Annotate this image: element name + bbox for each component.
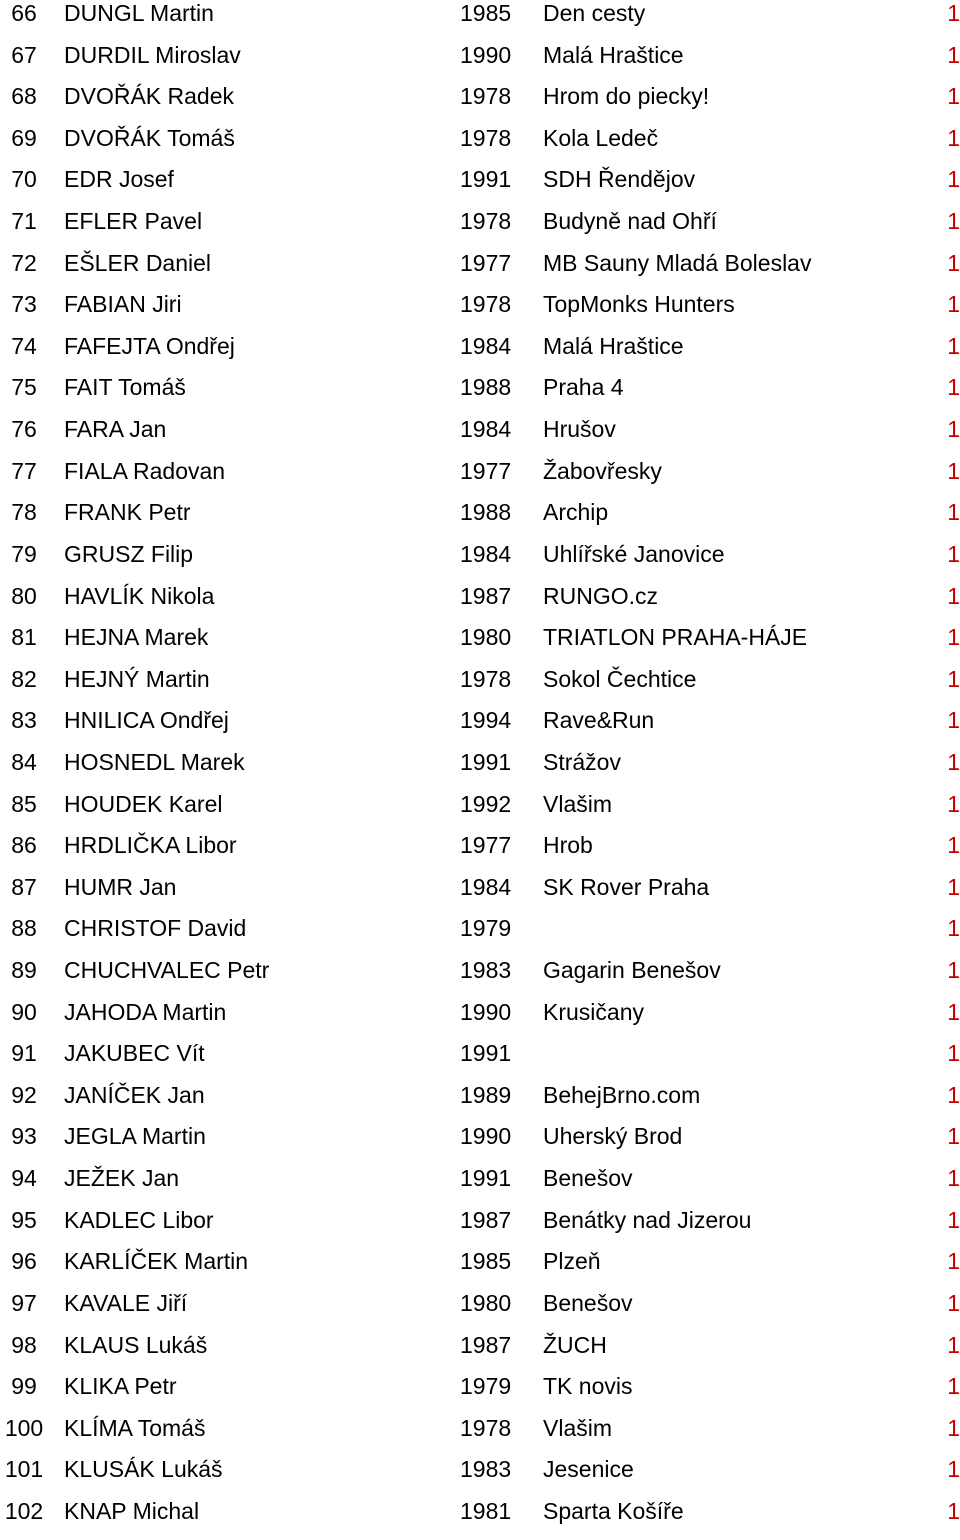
table-row bbox=[0, 374, 960, 416]
club-cell: TRIATLON PRAHA-HÁJE bbox=[543, 624, 808, 651]
club-cell: Budyně nad Ohří bbox=[543, 208, 717, 235]
year-cell: 1984 bbox=[460, 416, 512, 443]
rank-cell: 97 bbox=[11, 1289, 37, 1316]
table-row bbox=[0, 1248, 960, 1290]
table-row bbox=[0, 458, 960, 500]
table-row bbox=[0, 1040, 960, 1082]
laps-cell: 1 bbox=[947, 1373, 960, 1400]
table-row bbox=[0, 999, 960, 1041]
laps-cell: 1 bbox=[947, 873, 960, 900]
name-cell: DURDIL Miroslav bbox=[64, 41, 241, 68]
club-cell: TopMonks Hunters bbox=[543, 291, 735, 318]
year-cell: 1983 bbox=[460, 1456, 512, 1483]
table-row bbox=[0, 333, 960, 375]
name-cell: KARLÍČEK Martin bbox=[64, 1248, 249, 1275]
club-cell: Vlašim bbox=[543, 790, 613, 817]
table-row bbox=[0, 832, 960, 874]
year-cell: 1985 bbox=[460, 1248, 512, 1275]
laps-cell: 1 bbox=[947, 665, 960, 692]
laps-cell: 1 bbox=[947, 540, 960, 567]
year-cell: 1977 bbox=[460, 457, 512, 484]
laps-cell: 1 bbox=[947, 1165, 960, 1192]
name-cell: KAVALE Jiří bbox=[64, 1289, 188, 1316]
club-cell: SDH Řendějov bbox=[543, 166, 696, 193]
rank-cell: 70 bbox=[11, 166, 37, 193]
laps-cell: 1 bbox=[947, 249, 960, 276]
club-cell: RUNGO.cz bbox=[543, 582, 658, 609]
laps-cell: 1 bbox=[947, 41, 960, 68]
club-cell: Hrušov bbox=[543, 416, 616, 443]
year-cell: 1981 bbox=[460, 1497, 512, 1524]
name-cell: KADLEC Libor bbox=[64, 1206, 214, 1233]
year-cell: 1983 bbox=[460, 957, 512, 984]
name-cell: KLÍMA Tomáš bbox=[64, 1414, 206, 1441]
table-row bbox=[0, 1415, 960, 1457]
laps-cell: 1 bbox=[947, 416, 960, 443]
rank-cell: 83 bbox=[11, 707, 37, 734]
name-cell: JANÍČEK Jan bbox=[64, 1081, 205, 1108]
table-row bbox=[0, 874, 960, 916]
year-cell: 1979 bbox=[460, 915, 512, 942]
name-cell: CHRISTOF David bbox=[64, 915, 247, 942]
laps-cell: 1 bbox=[947, 1497, 960, 1524]
club-cell: Jesenice bbox=[543, 1456, 634, 1483]
rank-cell: 88 bbox=[11, 915, 37, 942]
rank-cell: 80 bbox=[11, 582, 37, 609]
year-cell: 1988 bbox=[460, 374, 512, 401]
rank-cell: 96 bbox=[11, 1248, 37, 1275]
laps-cell: 1 bbox=[947, 1206, 960, 1233]
name-cell: EDR Josef bbox=[64, 166, 174, 193]
name-cell: KLAUS Lukáš bbox=[64, 1331, 208, 1358]
club-cell: Benešov bbox=[543, 1289, 633, 1316]
laps-cell: 1 bbox=[947, 374, 960, 401]
year-cell: 1985 bbox=[460, 0, 512, 26]
club-cell: Archip bbox=[543, 499, 609, 526]
name-cell: EŠLER Daniel bbox=[64, 249, 212, 276]
laps-cell: 1 bbox=[947, 790, 960, 817]
name-cell: FRANK Petr bbox=[64, 499, 191, 526]
name-cell: JAHODA Martin bbox=[64, 998, 227, 1025]
club-cell: Žabovřesky bbox=[543, 457, 662, 484]
club-cell: Den cesty bbox=[543, 0, 646, 26]
club-cell: TK novis bbox=[543, 1373, 633, 1400]
club-cell: Sparta Košíře bbox=[543, 1497, 684, 1524]
table-row bbox=[0, 1165, 960, 1207]
club-cell: MB Sauny Mladá Boleslav bbox=[543, 249, 812, 276]
rank-cell: 91 bbox=[11, 1040, 37, 1067]
name-cell: HOSNEDL Marek bbox=[64, 748, 245, 775]
year-cell: 1991 bbox=[460, 1165, 512, 1192]
table-row bbox=[0, 1456, 960, 1498]
table-row bbox=[0, 499, 960, 541]
rank-cell: 78 bbox=[11, 499, 37, 526]
laps-cell: 1 bbox=[947, 1456, 960, 1483]
table-row bbox=[0, 416, 960, 458]
laps-cell: 1 bbox=[947, 957, 960, 984]
year-cell: 1978 bbox=[460, 124, 512, 151]
year-cell: 1987 bbox=[460, 582, 512, 609]
rank-cell: 66 bbox=[11, 0, 37, 26]
club-cell: Kola Ledeč bbox=[543, 124, 659, 151]
rank-cell: 69 bbox=[11, 124, 37, 151]
name-cell: DUNGL Martin bbox=[64, 0, 214, 26]
table-row bbox=[0, 42, 960, 84]
table-row bbox=[0, 250, 960, 292]
name-cell: HEJNA Marek bbox=[64, 624, 209, 651]
year-cell: 1978 bbox=[460, 208, 512, 235]
year-cell: 1984 bbox=[460, 332, 512, 359]
name-cell: KLUSÁK Lukáš bbox=[64, 1456, 223, 1483]
name-cell: DVOŘÁK Tomáš bbox=[64, 124, 235, 151]
table-row bbox=[0, 125, 960, 167]
laps-cell: 1 bbox=[947, 1289, 960, 1316]
club-cell: Malá Hraštice bbox=[543, 332, 684, 359]
year-cell: 1991 bbox=[460, 1040, 512, 1067]
rank-cell: 99 bbox=[11, 1373, 37, 1400]
year-cell: 1978 bbox=[460, 83, 512, 110]
rank-cell: 86 bbox=[11, 832, 37, 859]
laps-cell: 1 bbox=[947, 998, 960, 1025]
year-cell: 1994 bbox=[460, 707, 512, 734]
club-cell: Hrob bbox=[543, 832, 593, 859]
laps-cell: 1 bbox=[947, 124, 960, 151]
laps-cell: 1 bbox=[947, 707, 960, 734]
table-row bbox=[0, 583, 960, 625]
year-cell: 1978 bbox=[460, 665, 512, 692]
name-cell: CHUCHVALEC Petr bbox=[64, 957, 270, 984]
laps-cell: 1 bbox=[947, 457, 960, 484]
laps-cell: 1 bbox=[947, 915, 960, 942]
table-row bbox=[0, 957, 960, 999]
laps-cell: 1 bbox=[947, 1414, 960, 1441]
laps-cell: 1 bbox=[947, 748, 960, 775]
table-row bbox=[0, 749, 960, 791]
rank-cell: 98 bbox=[11, 1331, 37, 1358]
name-cell: FAIT Tomáš bbox=[64, 374, 186, 401]
name-cell: JEŽEK Jan bbox=[64, 1165, 180, 1192]
rank-cell: 77 bbox=[11, 457, 37, 484]
laps-cell: 1 bbox=[947, 624, 960, 651]
laps-cell: 1 bbox=[947, 291, 960, 318]
club-cell: ŽUCH bbox=[543, 1331, 607, 1358]
year-cell: 1978 bbox=[460, 1414, 512, 1441]
year-cell: 1987 bbox=[460, 1206, 512, 1233]
rank-cell: 79 bbox=[11, 540, 37, 567]
table-row bbox=[0, 166, 960, 208]
table-row bbox=[0, 208, 960, 250]
club-cell: SK Rover Praha bbox=[543, 873, 710, 900]
rank-cell: 82 bbox=[11, 665, 37, 692]
name-cell: EFLER Pavel bbox=[64, 208, 203, 235]
laps-cell: 1 bbox=[947, 499, 960, 526]
laps-cell: 1 bbox=[947, 1040, 960, 1067]
table-row bbox=[0, 791, 960, 833]
rank-cell: 73 bbox=[11, 291, 37, 318]
club-cell bbox=[543, 915, 928, 957]
rank-cell: 75 bbox=[11, 374, 37, 401]
name-cell: KLIKA Petr bbox=[64, 1373, 177, 1400]
club-cell: Rave&Run bbox=[543, 707, 655, 734]
name-cell: FABIAN Jiri bbox=[64, 291, 182, 318]
name-cell: HOUDEK Karel bbox=[64, 790, 223, 817]
year-cell: 1992 bbox=[460, 790, 512, 817]
rank-cell: 95 bbox=[11, 1206, 37, 1233]
year-cell: 1979 bbox=[460, 1373, 512, 1400]
club-cell: Vlašim bbox=[543, 1414, 613, 1441]
table-row bbox=[0, 1082, 960, 1124]
table-row bbox=[0, 1498, 960, 1540]
table-row bbox=[0, 1373, 960, 1415]
rank-cell: 90 bbox=[11, 998, 37, 1025]
laps-cell: 1 bbox=[947, 582, 960, 609]
name-cell: JEGLA Martin bbox=[64, 1123, 206, 1150]
rank-cell: 72 bbox=[11, 249, 37, 276]
club-cell: Plzeň bbox=[543, 1248, 601, 1275]
table-row bbox=[0, 291, 960, 333]
laps-cell: 1 bbox=[947, 166, 960, 193]
club-cell: Praha 4 bbox=[543, 374, 624, 401]
name-cell: GRUSZ Filip bbox=[64, 540, 194, 567]
club-cell: Benátky nad Jizerou bbox=[543, 1206, 752, 1233]
laps-cell: 1 bbox=[947, 1331, 960, 1358]
year-cell: 1984 bbox=[460, 540, 512, 567]
laps-cell: 1 bbox=[947, 208, 960, 235]
table-row bbox=[0, 915, 960, 957]
rank-cell: 94 bbox=[11, 1165, 37, 1192]
name-cell: FAFEJTA Ondřej bbox=[64, 332, 235, 359]
laps-cell: 1 bbox=[947, 1248, 960, 1275]
rank-cell: 74 bbox=[11, 332, 37, 359]
rank-cell: 101 bbox=[4, 1456, 44, 1483]
year-cell: 1978 bbox=[460, 291, 512, 318]
year-cell: 1991 bbox=[460, 748, 512, 775]
year-cell: 1990 bbox=[460, 998, 512, 1025]
table-row bbox=[0, 1290, 960, 1332]
club-cell bbox=[543, 1040, 928, 1082]
table-row bbox=[0, 0, 960, 42]
year-cell: 1980 bbox=[460, 1289, 512, 1316]
table-row bbox=[0, 541, 960, 583]
club-cell: BehejBrno.com bbox=[543, 1081, 701, 1108]
rank-cell: 93 bbox=[11, 1123, 37, 1150]
laps-cell: 1 bbox=[947, 332, 960, 359]
club-cell: Krusičany bbox=[543, 998, 644, 1025]
club-cell: Strážov bbox=[543, 748, 621, 775]
table-row bbox=[0, 1332, 960, 1374]
name-cell: FIALA Radovan bbox=[64, 457, 226, 484]
name-cell: DVOŘÁK Radek bbox=[64, 83, 235, 110]
rank-cell: 92 bbox=[11, 1081, 37, 1108]
name-cell: KNAP Michal bbox=[64, 1497, 200, 1524]
table-row bbox=[0, 707, 960, 749]
year-cell: 1990 bbox=[460, 41, 512, 68]
year-cell: 1988 bbox=[460, 499, 512, 526]
rank-cell: 89 bbox=[11, 957, 37, 984]
year-cell: 1987 bbox=[460, 1331, 512, 1358]
table-row bbox=[0, 1207, 960, 1249]
name-cell: HEJNÝ Martin bbox=[64, 665, 210, 692]
year-cell: 1989 bbox=[460, 1081, 512, 1108]
rank-cell: 67 bbox=[11, 41, 37, 68]
name-cell: HAVLÍK Nikola bbox=[64, 582, 215, 609]
laps-cell: 1 bbox=[947, 0, 960, 26]
laps-cell: 1 bbox=[947, 1081, 960, 1108]
club-cell: Sokol Čechtice bbox=[543, 665, 697, 692]
rank-cell: 71 bbox=[11, 208, 37, 235]
year-cell: 1980 bbox=[460, 624, 512, 651]
name-cell: HNILICA Ondřej bbox=[64, 707, 229, 734]
rank-cell: 68 bbox=[11, 83, 37, 110]
laps-cell: 1 bbox=[947, 832, 960, 859]
club-cell: Uherský Brod bbox=[543, 1123, 683, 1150]
year-cell: 1984 bbox=[460, 873, 512, 900]
year-cell: 1977 bbox=[460, 832, 512, 859]
rank-cell: 76 bbox=[11, 416, 37, 443]
name-cell: FARA Jan bbox=[64, 416, 167, 443]
club-cell: Hrom do piecky! bbox=[543, 83, 710, 110]
laps-cell: 1 bbox=[947, 1123, 960, 1150]
club-cell: Gagarin Benešov bbox=[543, 957, 721, 984]
club-cell: Benešov bbox=[543, 1165, 633, 1192]
club-cell: Malá Hraštice bbox=[543, 41, 684, 68]
table-row bbox=[0, 83, 960, 125]
year-cell: 1990 bbox=[460, 1123, 512, 1150]
rank-cell: 81 bbox=[11, 624, 37, 651]
laps-cell: 1 bbox=[947, 83, 960, 110]
rank-cell: 100 bbox=[4, 1414, 44, 1441]
year-cell: 1991 bbox=[460, 166, 512, 193]
rank-cell: 102 bbox=[4, 1497, 44, 1524]
rank-cell: 85 bbox=[11, 790, 37, 817]
name-cell: HRDLIČKA Libor bbox=[64, 832, 237, 859]
table-row bbox=[0, 624, 960, 666]
rank-cell: 87 bbox=[11, 873, 37, 900]
club-cell: Uhlířské Janovice bbox=[543, 540, 725, 567]
name-cell: HUMR Jan bbox=[64, 873, 177, 900]
rank-cell: 84 bbox=[11, 748, 37, 775]
name-cell: JAKUBEC Vít bbox=[64, 1040, 205, 1067]
year-cell: 1977 bbox=[460, 249, 512, 276]
table-row bbox=[0, 1123, 960, 1165]
table-row bbox=[0, 666, 960, 708]
